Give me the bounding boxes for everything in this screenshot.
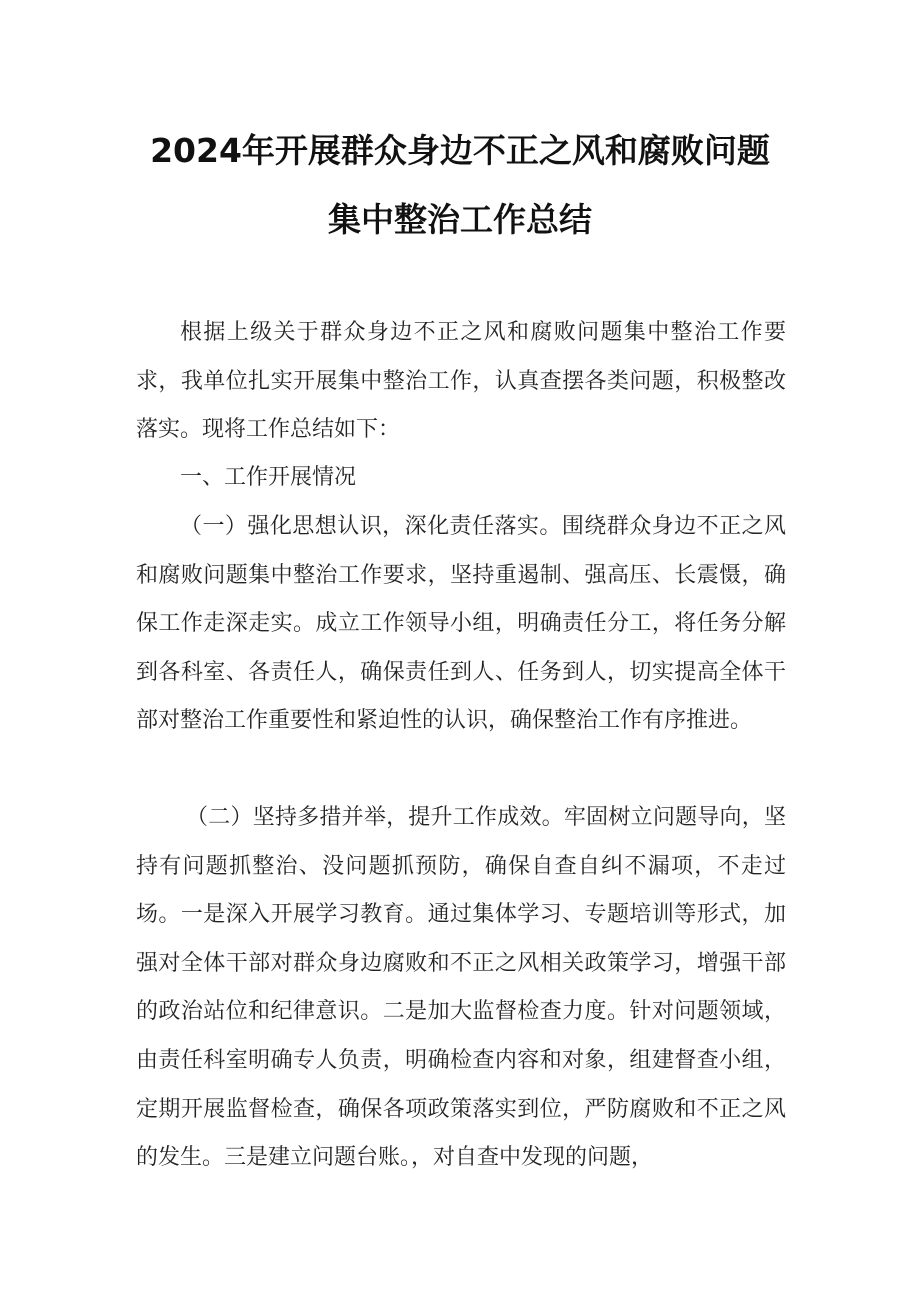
section-heading — [136, 454, 786, 503]
paragraph-two — [136, 794, 786, 1183]
paragraph-two-text: （二）坚持多措并举，提升工作成效。牢固树立问题导向，坚持有问题抓整治、没问题抓预防，确保自查自纠不漏项，不走过场。一是深入开展学习教育。通过集体学习、专题培训等形式，加强对全体干部对群众身边腐败和不正之风相关政策学习，增强干部的政治站位和纪律意识。二是加大监督检查力度。针对问题领域，由责任科室明确专人负责，明确检查内容和对象，组建督查小组，定期开展监督检查，确保各项政策落实到位，严防腐败和不正之风的发生。三是建立问题台账。，对自查中发现的问题， — [136, 805, 786, 1171]
document-title-line-1: 2024年开展群众身边不正之风和腐败问题 — [150, 131, 770, 170]
section-heading-text: 一、工作开展情况 — [180, 465, 357, 490]
paragraph-one — [136, 503, 786, 746]
intro-paragraph — [136, 309, 786, 455]
intro-paragraph-text: 根据上级关于群众身边不正之风和腐败问题集中整治工作要求，我单位扎实开展集中整治工作，认真查摆各类问题，积极整改落实。现将工作总结如下： — [136, 320, 786, 443]
document-title-line-2: 集中整治工作总结 — [328, 200, 592, 239]
paragraph-one-text: （一）强化思想认识，深化责任落实。围绕群众身边不正之风和腐败问题集中整治工作要求，坚持重遏制、强高压、长震慑，确保工作走深走实。成立工作领导小组，明确责任分工，将任务分解到各科室、各责任人，确保责任到人、任务到人，切实提高全体干部对整治工作重要性和紧迫性的认识，确保整治工作有序推进。 — [136, 514, 786, 734]
